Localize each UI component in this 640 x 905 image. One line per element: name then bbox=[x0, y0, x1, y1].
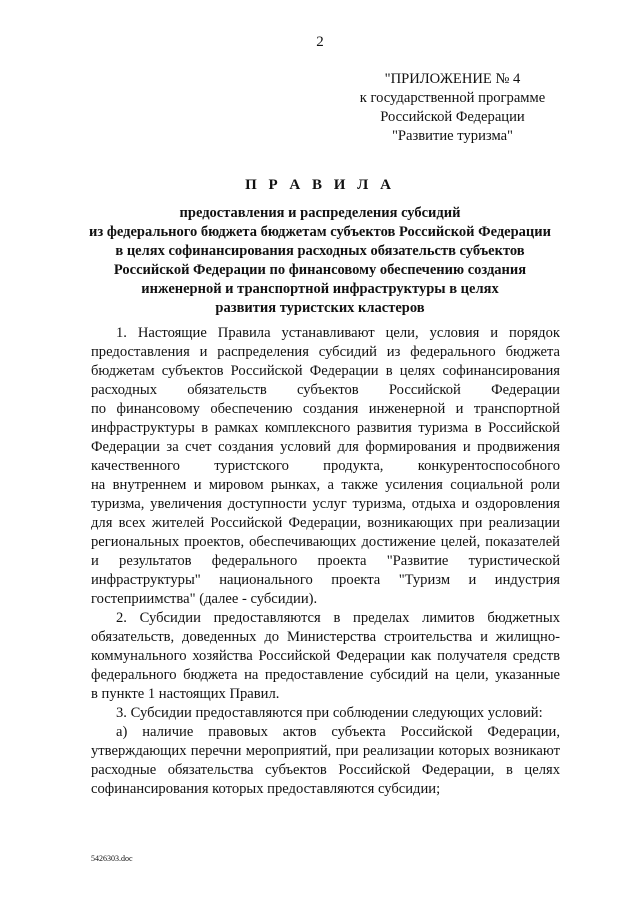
text-line: а) наличие правовых актов субъекта Российской Федерации, bbox=[116, 724, 560, 740]
document-subtitle bbox=[70, 204, 570, 318]
text-line: по финансовому обеспечению создания инженерной и транспортной bbox=[91, 401, 560, 417]
text-line: 2. Субсидии предоставляются в пределах лимитов бюджетных bbox=[116, 610, 560, 626]
text-line: инфраструктуры" национального проекта "Туризм и индустрия bbox=[91, 572, 560, 588]
appendix-line: к государственной программе bbox=[359, 90, 546, 106]
subtitle-line: из федерального бюджета бюджетам субъектов Российской Федерации bbox=[89, 224, 551, 240]
text-line: на внутреннем и мировом рынках, а также усиления социальной роли bbox=[91, 477, 560, 493]
subtitle-line: предоставления и распределения субсидий bbox=[179, 205, 461, 221]
text-line: качественного туристского продукта, конкурентоспособного bbox=[91, 458, 560, 474]
paragraph-2 bbox=[91, 609, 560, 704]
text-line: федерального бюджета на предоставление субсидий на цели, указанные bbox=[91, 667, 560, 683]
text-line: и результатов федерального проекта "Развитие туристической bbox=[91, 553, 560, 569]
text-line: туризма, увеличения доступности услуг туризма, отдыха и оздоровления bbox=[91, 496, 560, 512]
document-title: П Р А В И Л А bbox=[245, 177, 395, 193]
text-line: гостеприимства" (далее - субсидии). bbox=[91, 591, 318, 607]
text-line: 1. Настоящие Правила устанавливают цели, условия и порядок bbox=[116, 325, 560, 341]
text-line: 3. Субсидии предоставляются при соблюдении следующих условий: bbox=[116, 705, 543, 721]
document-body bbox=[91, 324, 560, 799]
appendix-line: "Развитие туризма" bbox=[391, 128, 514, 144]
subtitle-line: развития туристских кластеров bbox=[215, 300, 425, 316]
subtitle-line: инженерной и транспортной инфраструктуры в целях bbox=[141, 281, 499, 297]
subtitle-line: в целях софинансирования расходных обязательств субъектов bbox=[115, 243, 525, 259]
appendix-header bbox=[330, 70, 575, 146]
appendix-line: "ПРИЛОЖЕНИЕ № 4 bbox=[384, 71, 521, 87]
text-line: расходные обязательства субъектов Российской Федерации, в целях bbox=[91, 762, 560, 778]
text-line: утверждающих перечни мероприятий, при реализации которых возникают bbox=[91, 743, 560, 759]
text-line: предоставления и распределения субсидий из федерального бюджета bbox=[91, 344, 560, 360]
text-line: софинансирования которых предоставляются субсидии; bbox=[91, 781, 441, 797]
text-line: региональных проектов, обеспечивающих достижение целей, показателей bbox=[91, 534, 560, 550]
page-number: 2 bbox=[316, 34, 324, 50]
appendix-line: Российской Федерации bbox=[380, 109, 525, 125]
text-line: коммунального хозяйства Российской Федерации как получателя средств bbox=[91, 648, 560, 664]
paragraph-3a bbox=[91, 723, 560, 799]
text-line: инфраструктуры в рамках комплексного развития туризма в Российской bbox=[91, 420, 560, 436]
text-line: расходных обязательств субъектов Российской Федерации bbox=[91, 382, 560, 398]
paragraph-1 bbox=[91, 324, 560, 609]
text-line: в пункте 1 настоящих Правил. bbox=[91, 686, 280, 702]
footer-filename: 5426303.doc bbox=[91, 854, 133, 863]
text-line: для всех жителей Российской Федерации, возникающих при реализации bbox=[91, 515, 560, 531]
paragraph-3 bbox=[91, 704, 560, 723]
text-line: бюджетам субъектов Российской Федерации в целях софинансирования bbox=[91, 363, 560, 379]
text-line: Федерации за счет создания условий для формирования и продвижения bbox=[91, 439, 560, 455]
text-line: обязательств, доведенных до Министерства строительства и жилищно- bbox=[91, 629, 560, 645]
subtitle-line: Российской Федерации по финансовому обеспечению создания bbox=[113, 262, 527, 278]
